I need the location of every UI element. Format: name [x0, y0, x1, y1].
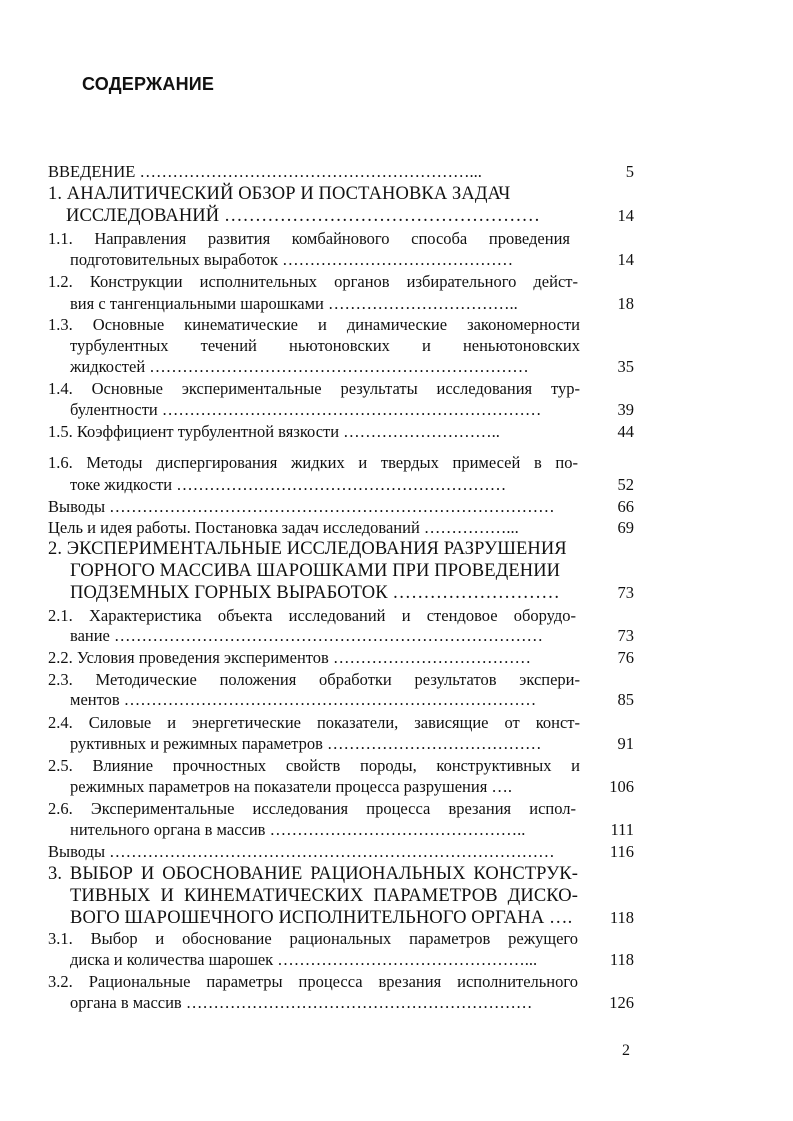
- toc-entry-line: нительного органа в массив ………………………………………..: [70, 820, 526, 839]
- toc-entry-line: 1.5. Коэффициент турбулентной вязкости ………………………..: [48, 422, 500, 441]
- toc-entry-line: 2.4. Силовые и энергетические показатели, зависящие от конст-: [48, 713, 580, 732]
- toc-page-number: 116: [609, 842, 634, 861]
- toc-page-number: 39: [617, 400, 634, 419]
- toc-entry-line: 1.1. Направления развития комбайнового способа проведения: [48, 229, 570, 248]
- toc-entry-line: подготовительных выработок ……………………………………: [70, 250, 514, 269]
- toc-page-number: 5: [625, 162, 634, 181]
- toc-entry-line: 2.5. Влияние прочностных свойств породы, конструктивных и: [48, 756, 580, 775]
- toc-page-number: 85: [617, 690, 634, 709]
- toc-page-number: 14: [617, 250, 634, 269]
- toc-entry-line: булентности ……………………………………………………………: [70, 400, 542, 419]
- page-title: СОДЕРЖАНИЕ: [82, 74, 215, 94]
- toc-entry-line: жидкостей ……………………………………………………………: [70, 357, 529, 376]
- toc-entry-line: режимных параметров на показатели процесса разрушения ….: [70, 777, 513, 796]
- toc-entry-line: 3. ВЫБОР И ОБОСНОВАНИЕ РАЦИОНАЛЬНЫХ КОНСТРУК-: [48, 864, 578, 884]
- toc-page-number: 118: [609, 950, 634, 969]
- toc-entry-line: 2. ЭКСПЕРИМЕНТАЛЬНЫЕ ИССЛЕДОВАНИЯ РАЗРУШЕНИЯ: [48, 539, 567, 559]
- toc-page-number: 35: [617, 357, 634, 376]
- toc-entry-line: 2.1. Характеристика объекта исследований и стендовое оборудо-: [48, 606, 576, 625]
- toc-entry-line: 1.4. Основные экспериментальные результаты исследования тур-: [48, 379, 580, 398]
- toc-entry-line: Выводы ………………………………………………………………………: [48, 842, 555, 861]
- toc-entry-line: Цель и идея работы. Постановка задач исследований ……………...: [48, 518, 519, 537]
- toc-entry-line: токе жидкости ……………………………………………………: [70, 475, 507, 494]
- toc-entry-line: 1.3. Основные кинематические и динамические закономерности: [48, 315, 580, 334]
- toc-page-number: 111: [610, 820, 634, 839]
- toc-entry-line: 1.6. Методы диспергирования жидких и твердых примесей в по-: [48, 453, 578, 472]
- toc-entry-line: органа в массив ………………………………………………………: [70, 993, 533, 1012]
- toc-page-number: 126: [609, 993, 634, 1012]
- toc-page-number: 52: [617, 475, 634, 494]
- toc-page-number: 18: [617, 294, 634, 313]
- toc-entry-line: вия с тангенциальными шарошками ……………………………..: [70, 294, 518, 313]
- toc-entry-line: ТИВНЫХ И КИНЕМАТИЧЕСКИХ ПАРАМЕТРОВ ДИСКО-: [70, 886, 578, 906]
- toc-entry-line: 2.6. Экспериментальные исследования процесса врезания испол-: [48, 799, 576, 818]
- toc-entry-line: руктивных и режимных параметров …………………………………: [70, 734, 542, 753]
- toc-entry-line: 3.2. Рациональные параметры процесса врезания исполнительного: [48, 972, 578, 991]
- toc-page-number: 106: [609, 777, 634, 796]
- toc-entry-line: диска и количества шарошек ………………………………………...: [70, 950, 538, 969]
- toc-entry-line: 1.2. Конструкции исполнительных органов избирательного дейст-: [48, 272, 578, 291]
- toc-entry-line: ВОГО ШАРОШЕЧНОГО ИСПОЛНИТЕЛЬНОГО ОРГАНА ….: [70, 908, 573, 928]
- toc-entry-line: Выводы ………………………………………………………………………: [48, 497, 555, 516]
- toc-entry-line: 2.2. Условия проведения экспериментов ………………………………: [48, 648, 531, 667]
- toc-entry-line: турбулентных течений ньютоновских и неньютоновских: [70, 336, 580, 355]
- toc-entry-line: 2.3. Методические положения обработки результатов экспери-: [48, 670, 580, 689]
- toc-entry-line: 3.1. Выбор и обоснование рациональных параметров режущего: [48, 929, 578, 948]
- toc-entry-line: ИССЛЕДОВАНИЙ ……………………………………………: [66, 206, 541, 226]
- toc-entry-line: вание ……………………………………………………………………: [70, 626, 544, 645]
- toc-page-number: 91: [617, 734, 634, 753]
- toc-page-number: 66: [617, 497, 634, 516]
- toc-entry-line: ментов …………………………………………………………………: [70, 690, 537, 709]
- toc-page-number: 73: [617, 626, 634, 645]
- toc-page-number: 14: [617, 206, 634, 225]
- toc-page-number: 44: [617, 422, 634, 441]
- toc-entry-line: ГОРНОГО МАССИВА ШАРОШКАМИ ПРИ ПРОВЕДЕНИИ: [70, 561, 561, 581]
- toc-page-number: 118: [609, 908, 634, 927]
- toc-entry-line: ПОДЗЕМНЫХ ГОРНЫХ ВЫРАБОТОК ………………………: [70, 583, 560, 603]
- toc-page-number: 69: [617, 518, 634, 537]
- toc-entry-line: ВВЕДЕНИЕ ……………………………………………………...: [48, 162, 482, 181]
- toc-page-number: 76: [617, 648, 634, 667]
- toc-entry-line: 1. АНАЛИТИЧЕСКИЙ ОБЗОР И ПОСТАНОВКА ЗАДАЧ: [48, 184, 511, 204]
- toc-page-number: 73: [617, 583, 634, 602]
- page-number: 2: [622, 1042, 630, 1059]
